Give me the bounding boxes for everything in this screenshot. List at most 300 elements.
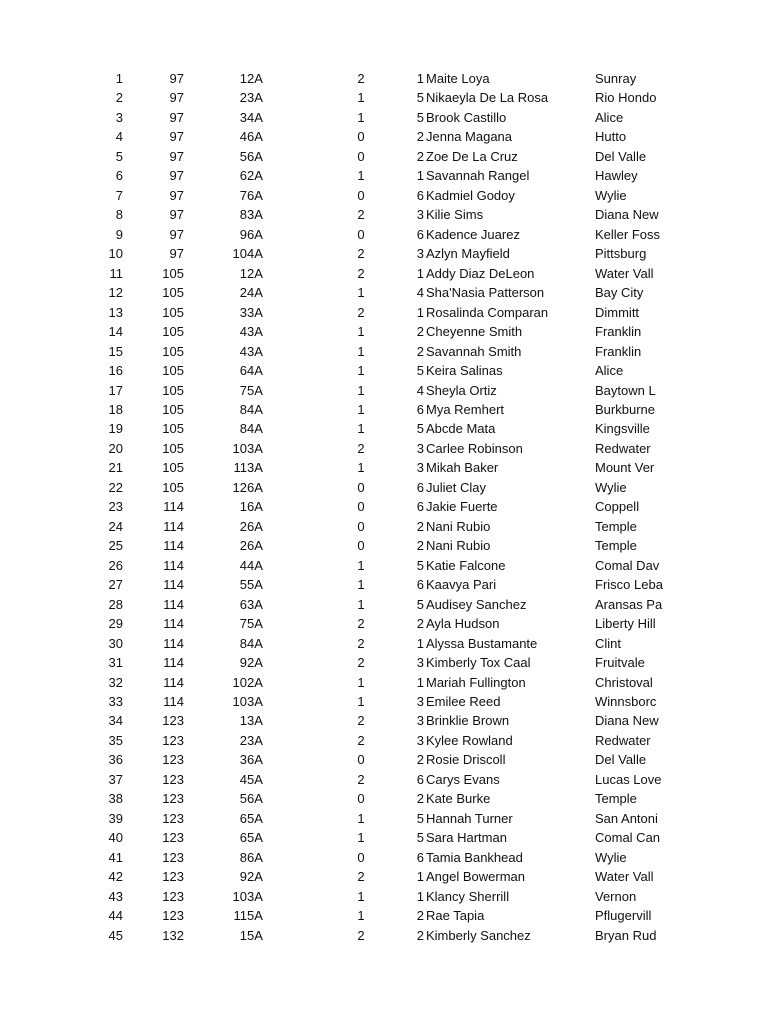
school-cell: Hawley — [595, 168, 638, 184]
school-cell: Winnsborc — [595, 694, 657, 709]
weight-cell: 105 — [162, 440, 184, 456]
table-row — [0, 205, 768, 224]
row-index-cell: 14 — [108, 324, 123, 340]
class-cell: 6A — [247, 752, 263, 768]
score-cell: 0 — [357, 226, 365, 242]
name-cell: Brook Castillo — [426, 109, 507, 125]
position-cell: 3 — [416, 713, 424, 729]
school-cell: Mount Ver — [595, 460, 655, 476]
name-cell: Savannah Rangel — [426, 168, 530, 184]
score-cell: 1 — [357, 285, 365, 301]
table-row — [0, 556, 768, 575]
name-cell: Angel Bowerman — [426, 869, 525, 885]
class-cell: 3A — [247, 596, 263, 612]
rank-cell: 6 — [239, 810, 247, 826]
rank-cell: 6 — [239, 363, 247, 379]
row-index-cell: 38 — [108, 791, 123, 807]
score-cell: 1 — [357, 557, 365, 573]
name-cell: Tamia Bankhead — [426, 849, 523, 865]
table-row — [0, 400, 768, 419]
class-cell: 6A — [247, 129, 263, 145]
position-cell: 1 — [416, 674, 424, 690]
position-cell: 2 — [416, 752, 424, 768]
class-cell: 5A — [247, 577, 263, 593]
class-cell: 3A — [247, 90, 263, 106]
row-index-cell: 6 — [115, 168, 123, 184]
score-cell: 1 — [357, 363, 365, 379]
school-cell: Frisco Leba — [595, 577, 663, 593]
school-cell: Franklin — [595, 343, 642, 359]
name-cell: Mariah Fullington — [426, 674, 526, 690]
table-row — [0, 147, 768, 166]
name-cell: Zoe De La Cruz — [426, 148, 518, 164]
rank-cell: 5 — [239, 148, 247, 164]
table-row — [0, 789, 768, 808]
school-cell: Water Vall — [595, 869, 654, 885]
position-cell: 1 — [416, 869, 424, 885]
table-row — [0, 303, 768, 322]
spreadsheet-table — [0, 69, 768, 945]
score-cell: 1 — [357, 694, 365, 709]
row-index-cell: 2 — [115, 90, 123, 106]
row-index-cell: 8 — [115, 207, 123, 223]
table-row — [0, 361, 768, 380]
class-cell: 3A — [247, 888, 263, 904]
weight-cell: 105 — [162, 401, 184, 417]
class-cell: 5A — [247, 908, 263, 924]
weight-cell: 123 — [162, 810, 184, 826]
school-cell: Keller Foss — [595, 226, 661, 242]
weight-cell: 114 — [163, 577, 184, 593]
score-cell: 0 — [357, 479, 365, 495]
weight-cell: 97 — [169, 246, 184, 262]
row-index-cell: 1 — [115, 71, 123, 86]
name-cell: Addy Diaz DeLeon — [426, 265, 535, 281]
row-index-cell: 29 — [108, 616, 123, 632]
weight-cell: 114 — [163, 538, 184, 554]
position-cell: 2 — [416, 908, 424, 924]
row-index-cell: 17 — [108, 382, 123, 398]
table-row — [0, 342, 768, 361]
row-index-cell: 45 — [108, 927, 123, 943]
class-cell: 4A — [247, 246, 263, 262]
class-cell: 4A — [247, 401, 263, 417]
position-cell: 3 — [416, 460, 424, 476]
row-index-cell: 27 — [108, 577, 123, 593]
rank-cell: 6 — [239, 596, 247, 612]
score-cell: 1 — [357, 908, 365, 924]
weight-cell: 105 — [162, 460, 184, 476]
weight-cell: 123 — [162, 713, 184, 729]
position-cell: 3 — [416, 440, 424, 456]
rank-cell: 9 — [239, 655, 247, 671]
row-index-cell: 9 — [115, 226, 123, 242]
weight-cell: 123 — [162, 732, 184, 748]
table-row — [0, 731, 768, 750]
position-cell: 3 — [416, 207, 424, 223]
rank-cell: 7 — [239, 382, 247, 398]
rank-cell: 10 — [232, 694, 247, 709]
table-row — [0, 887, 768, 906]
table-row — [0, 536, 768, 555]
name-cell: Azlyn Mayfield — [426, 246, 510, 262]
class-cell: 5A — [247, 616, 263, 632]
score-cell: 0 — [357, 499, 365, 515]
score-cell: 1 — [357, 674, 365, 690]
weight-cell: 114 — [163, 616, 184, 632]
name-cell: Nikaeyla De La Rosa — [426, 90, 549, 106]
rank-cell: 1 — [239, 265, 247, 281]
rank-cell: 6 — [239, 168, 247, 184]
name-cell: Jakie Fuerte — [426, 499, 498, 515]
name-cell: Mya Remhert — [426, 401, 505, 417]
school-cell: Del Valle — [595, 148, 647, 164]
row-index-cell: 10 — [108, 246, 123, 262]
class-cell: 3A — [247, 324, 263, 340]
school-cell: Wylie — [595, 849, 627, 865]
score-cell: 1 — [357, 577, 365, 593]
class-cell: 6A — [247, 849, 263, 865]
name-cell: Juliet Clay — [426, 479, 486, 495]
position-cell: 2 — [416, 129, 424, 145]
score-cell: 2 — [357, 265, 365, 281]
school-cell: Temple — [595, 538, 637, 554]
table-row — [0, 634, 768, 653]
school-cell: Del Valle — [595, 752, 647, 768]
position-cell: 6 — [416, 187, 424, 203]
class-cell: 3A — [247, 460, 263, 476]
school-cell: Pflugervill — [595, 908, 652, 924]
score-cell: 2 — [357, 635, 365, 651]
score-cell: 0 — [357, 849, 365, 865]
name-cell: Emilee Reed — [426, 694, 501, 709]
score-cell: 2 — [357, 869, 365, 885]
score-cell: 2 — [357, 246, 365, 262]
row-index-cell: 36 — [108, 752, 123, 768]
weight-cell: 123 — [162, 849, 184, 865]
row-index-cell: 13 — [108, 304, 123, 320]
position-cell: 6 — [416, 401, 424, 417]
table-row — [0, 497, 768, 516]
name-cell: Nani Rubio — [426, 538, 491, 554]
row-index-cell: 30 — [108, 635, 123, 651]
position-cell: 4 — [416, 285, 424, 301]
table-row — [0, 517, 768, 536]
score-cell: 0 — [357, 752, 365, 768]
position-cell: 3 — [416, 655, 424, 671]
position-cell: 1 — [416, 635, 424, 651]
table-row — [0, 906, 768, 925]
class-cell: 6A — [247, 538, 263, 554]
weight-cell: 105 — [162, 265, 184, 281]
weight-cell: 97 — [169, 207, 184, 223]
school-cell: Comal Dav — [595, 557, 660, 573]
position-cell: 6 — [416, 771, 424, 787]
position-cell: 2 — [416, 791, 424, 807]
class-cell: 4A — [247, 285, 263, 301]
row-index-cell: 4 — [115, 129, 123, 145]
school-cell: Diana New — [595, 207, 659, 223]
position-cell: 2 — [416, 538, 424, 554]
rank-cell: 8 — [239, 635, 247, 651]
position-cell: 3 — [416, 694, 424, 709]
school-cell: Wylie — [595, 479, 627, 495]
class-cell: 6A — [247, 499, 263, 515]
score-cell: 2 — [357, 771, 365, 787]
name-cell: Kilie Sims — [426, 207, 484, 223]
school-cell: Alice — [595, 363, 624, 379]
class-cell: 2A — [247, 71, 263, 86]
rank-cell: 9 — [239, 869, 247, 885]
name-cell: Maite Loya — [426, 71, 490, 86]
class-cell: 6A — [247, 187, 263, 203]
weight-cell: 114 — [163, 518, 184, 534]
score-cell: 0 — [357, 518, 365, 534]
class-cell: 2A — [247, 265, 263, 281]
school-cell: Temple — [595, 791, 637, 807]
school-cell: Franklin — [595, 324, 642, 340]
school-cell: San Antoni — [595, 810, 658, 826]
rank-cell: 4 — [239, 557, 247, 573]
row-index-cell: 34 — [108, 713, 123, 729]
score-cell: 1 — [357, 596, 365, 612]
class-cell: 6A — [247, 791, 263, 807]
weight-cell: 97 — [169, 168, 184, 184]
school-cell: Redwater — [595, 732, 651, 748]
name-cell: Alyssa Bustamante — [426, 635, 538, 651]
rank-cell: 10 — [232, 246, 247, 262]
row-index-cell: 41 — [108, 849, 123, 865]
table-row — [0, 478, 768, 497]
position-cell: 6 — [416, 479, 424, 495]
position-cell: 5 — [416, 596, 424, 612]
name-cell: Rosie Driscoll — [426, 752, 506, 768]
table-row — [0, 809, 768, 828]
position-cell: 3 — [416, 732, 424, 748]
school-cell: Liberty Hill — [595, 616, 656, 632]
weight-cell: 97 — [169, 148, 184, 164]
position-cell: 5 — [416, 557, 424, 573]
table-row — [0, 88, 768, 107]
row-index-cell: 15 — [108, 343, 123, 359]
name-cell: Sara Hartman — [426, 830, 507, 846]
position-cell: 5 — [416, 109, 424, 125]
weight-cell: 105 — [162, 343, 184, 359]
rank-cell: 10 — [232, 888, 247, 904]
rank-cell: 10 — [232, 674, 247, 690]
name-cell: Mikah Baker — [426, 460, 499, 476]
school-cell: Temple — [595, 518, 637, 534]
table-row — [0, 186, 768, 205]
school-cell: Christoval — [595, 674, 653, 690]
class-cell: 2A — [247, 674, 263, 690]
rank-cell: 8 — [239, 401, 247, 417]
row-index-cell: 24 — [108, 518, 123, 534]
rank-cell: 2 — [239, 538, 247, 554]
rank-cell: 3 — [239, 752, 247, 768]
position-cell: 2 — [416, 927, 424, 943]
name-cell: Cheyenne Smith — [426, 324, 523, 340]
weight-cell: 123 — [162, 830, 184, 846]
score-cell: 2 — [357, 440, 365, 456]
rank-cell: 7 — [239, 616, 247, 632]
row-index-cell: 25 — [108, 538, 123, 554]
position-cell: 5 — [416, 90, 424, 106]
row-index-cell: 32 — [108, 674, 123, 690]
school-cell: Baytown L — [595, 382, 656, 398]
class-cell: 4A — [247, 557, 263, 573]
table-row — [0, 108, 768, 127]
row-index-cell: 22 — [108, 479, 123, 495]
position-cell: 1 — [416, 168, 424, 184]
weight-cell: 114 — [163, 694, 184, 709]
row-index-cell: 3 — [115, 109, 123, 125]
name-cell: Keira Salinas — [426, 363, 503, 379]
name-cell: Nani Rubio — [426, 518, 491, 534]
school-cell: Kingsville — [595, 421, 650, 437]
school-cell: Wylie — [595, 187, 627, 203]
row-index-cell: 42 — [108, 869, 123, 885]
score-cell: 2 — [357, 732, 365, 748]
score-cell: 1 — [357, 460, 365, 476]
row-index-cell: 18 — [108, 401, 123, 417]
class-cell: 5A — [247, 810, 263, 826]
school-cell: Water Vall — [595, 265, 654, 281]
score-cell: 2 — [357, 304, 365, 320]
score-cell: 2 — [357, 616, 365, 632]
name-cell: Audisey Sanchez — [426, 596, 527, 612]
table-row — [0, 926, 768, 945]
name-cell: Brinklie Brown — [426, 713, 510, 729]
row-index-cell: 35 — [108, 732, 123, 748]
class-cell: 3A — [247, 713, 263, 729]
weight-cell: 114 — [163, 557, 184, 573]
weight-cell: 123 — [162, 752, 184, 768]
score-cell: 1 — [357, 810, 365, 826]
position-cell: 2 — [416, 616, 424, 632]
row-index-cell: 7 — [115, 187, 123, 203]
table-row — [0, 419, 768, 438]
rank-cell: 10 — [232, 440, 247, 456]
class-cell: 4A — [247, 109, 263, 125]
row-index-cell: 20 — [108, 440, 123, 456]
rank-cell: 8 — [239, 849, 247, 865]
weight-cell: 97 — [169, 187, 184, 203]
position-cell: 6 — [416, 849, 424, 865]
school-cell: Rio Hondo — [595, 90, 657, 106]
class-cell: 3A — [247, 440, 263, 456]
rank-cell: 5 — [239, 791, 247, 807]
weight-cell: 123 — [162, 869, 184, 885]
score-cell: 1 — [357, 168, 365, 184]
name-cell: Kylee Rowland — [426, 732, 513, 748]
position-cell: 5 — [416, 830, 424, 846]
position-cell: 2 — [416, 324, 424, 340]
score-cell: 1 — [357, 421, 365, 437]
weight-cell: 105 — [162, 382, 184, 398]
score-cell: 1 — [357, 109, 365, 125]
name-cell: Kate Burke — [426, 791, 491, 807]
row-index-cell: 39 — [108, 810, 123, 826]
name-cell: Kimberly Tox Caal — [426, 655, 531, 671]
school-cell: Clint — [595, 635, 622, 651]
school-cell: Pittsburg — [595, 246, 647, 262]
position-cell: 1 — [416, 265, 424, 281]
class-cell: 3A — [247, 343, 263, 359]
table-row — [0, 750, 768, 769]
school-cell: Hutto — [595, 129, 627, 145]
rank-cell: 4 — [239, 324, 247, 340]
weight-cell: 114 — [163, 635, 184, 651]
weight-cell: 105 — [162, 324, 184, 340]
position-cell: 2 — [416, 148, 424, 164]
school-cell: Fruitvale — [595, 655, 645, 671]
rank-cell: 5 — [239, 577, 247, 593]
row-index-cell: 23 — [108, 499, 123, 515]
name-cell: Katie Falcone — [426, 557, 506, 573]
name-cell: Savannah Smith — [426, 343, 522, 359]
score-cell: 2 — [357, 71, 365, 86]
score-cell: 2 — [357, 927, 365, 943]
class-cell: 5A — [247, 830, 263, 846]
class-cell: 2A — [247, 655, 263, 671]
table-row — [0, 225, 768, 244]
rank-cell: 4 — [239, 771, 247, 787]
weight-cell: 105 — [162, 363, 184, 379]
rank-cell: 12 — [232, 479, 247, 495]
weight-cell: 114 — [163, 655, 184, 671]
class-cell: 4A — [247, 421, 263, 437]
table-row — [0, 575, 768, 594]
table-row — [0, 283, 768, 302]
name-cell: Carys Evans — [426, 771, 500, 787]
score-cell: 0 — [357, 129, 365, 145]
score-cell: 1 — [357, 90, 365, 106]
row-index-cell: 26 — [108, 557, 123, 573]
class-cell: 3A — [247, 304, 263, 320]
table-row — [0, 166, 768, 185]
position-cell: 1 — [416, 888, 424, 904]
weight-cell: 114 — [163, 674, 184, 690]
school-cell: Coppell — [595, 499, 640, 515]
rank-cell: 11 — [233, 908, 247, 924]
name-cell: Kadmiel Godoy — [426, 187, 515, 203]
name-cell: Ayla Hudson — [426, 616, 500, 632]
row-index-cell: 33 — [108, 694, 123, 709]
table-row — [0, 322, 768, 341]
table-row — [0, 828, 768, 847]
score-cell: 0 — [357, 148, 365, 164]
score-cell: 1 — [357, 382, 365, 398]
weight-cell: 132 — [162, 927, 184, 943]
table-row — [0, 770, 768, 789]
table-row — [0, 614, 768, 633]
rank-cell: 1 — [239, 71, 247, 86]
class-cell: 3A — [247, 732, 263, 748]
weight-cell: 105 — [162, 304, 184, 320]
row-index-cell: 19 — [108, 421, 123, 437]
school-cell: Dimmitt — [595, 304, 640, 320]
table-row — [0, 264, 768, 283]
position-cell: 1 — [416, 304, 424, 320]
name-cell: Sha'Nasia Patterson — [426, 285, 545, 301]
score-cell: 0 — [357, 538, 365, 554]
score-cell: 1 — [357, 830, 365, 846]
name-cell: Carlee Robinson — [426, 440, 523, 456]
row-index-cell: 37 — [108, 771, 123, 787]
name-cell: Kaavya Pari — [426, 577, 497, 593]
table-row — [0, 653, 768, 672]
